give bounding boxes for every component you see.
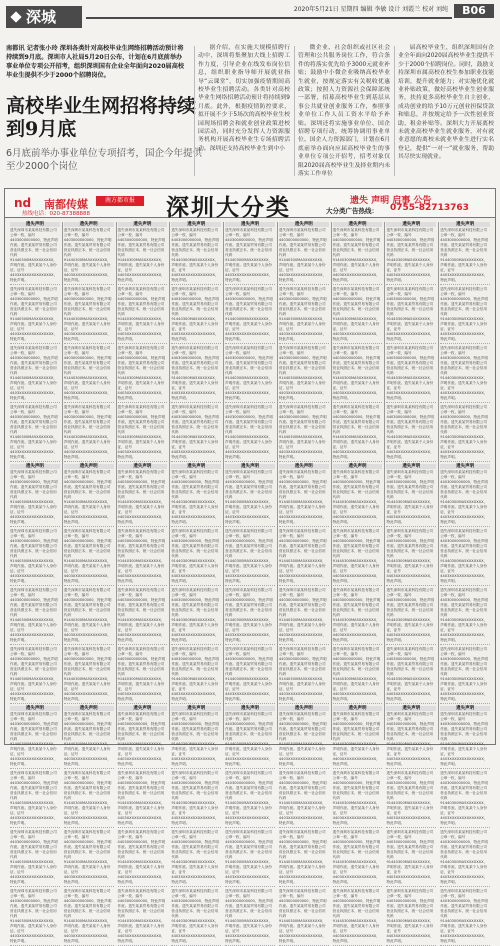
listing-heading: 遗失声明 xyxy=(10,222,60,227)
listing-text: 遗失深圳市某某科技有限公司公章一枚，编号4403000000000，特此声明作废。遗失某某贸易有限公司营业执照正本，统一社会信用代码91440300MA5XXXXXXX，声明作废。遗失某某个人身份证，证号4403XXXXXXXXXXXXXX，特此声明。 xyxy=(278,771,327,825)
listing-text: 遗失深圳市某某科技有限公司公章一枚，编号4403000000000，特此声明作废。遗失某某贸易有限公司营业执照正本，统一社会信用代码91440300MA5XXXXXXX，声明作废。遗失某某个人身份证，证号4403XXXXXXXXXXXXXX，特此声明。 xyxy=(171,287,220,341)
listing-heading: 遗失声明 xyxy=(64,222,114,227)
classified-listing xyxy=(118,405,168,462)
listing-text: 遗失深圳市某某科技有限公司公章一枚，编号4403000000000，特此声明作废。遗失某某贸易有限公司营业执照正本，统一社会信用代码91440300MA5XXXXXXX，声明作废。遗失某某个人身份证，证号4403XXXXXXXXXXXXXX，特此声明。 xyxy=(332,529,381,583)
listing-heading: 遗失声明 xyxy=(118,464,168,469)
classified-listing xyxy=(386,647,436,704)
listing-text: 遗失深圳市某某科技有限公司公章一枚，编号4403000000000，特此声明作废。遗失某某贸易有限公司营业执照正本，统一社会信用代码91440300MA5XXXXXXX，声明作废。遗失某某个人身份证，证号4403XXXXXXXXXXXXXX，特此声明。 xyxy=(440,771,488,825)
listing-text: 遗失深圳市某某科技有限公司公章一枚，编号4403000000000，特此声明作废。遗失某某贸易有限公司营业执照正本，统一社会信用代码91440300MA5XXXXXXX，声明作废。遗失某某个人身份证，证号4403XXXXXXXXXXXXXX，特此声明。 xyxy=(278,346,327,400)
classified-column xyxy=(225,222,275,943)
column-divider xyxy=(294,46,295,176)
listing-text: 遗失深圳市某某科技有限公司公章一枚，编号4403000000000，特此声明作废。遗失某某贸易有限公司营业执照正本，统一社会信用代码91440300MA5XXXXXXX，声明作废。遗失某某个人身份证，证号4403XXXXXXXXXXXXXX，特此声明。 xyxy=(386,470,435,524)
listing-text: 遗失深圳市某某科技有限公司公章一枚，编号4403000000000，特此声明作废。遗失某某贸易有限公司营业执照正本，统一社会信用代码91440300MA5XXXXXXX，声明作废。遗失某某个人身份证，证号4403XXXXXXXXXXXXXX，特此声明。 xyxy=(225,771,273,825)
classified-listing xyxy=(171,405,221,462)
classified-listing xyxy=(440,405,490,462)
classified-listing xyxy=(386,222,436,285)
listing-text: 遗失深圳市某某科技有限公司公章一枚，编号4403000000000，特此声明作废。遗失某某贸易有限公司营业执照正本，统一社会信用代码91440300MA5XXXXXXX，声明作废。遗失某某个人身份证，证号4403XXXXXXXXXXXXXX，特此声明。 xyxy=(10,529,58,583)
classified-listing xyxy=(118,889,168,946)
listing-text: 遗失深圳市某某科技有限公司公章一枚，编号4403000000000，特此声明作废。遗失某某贸易有限公司营业执照正本，统一社会信用代码91440300MA5XXXXXXX，声明作废。遗失某某个人身份证，证号4403XXXXXXXXXXXXXX，特此声明。 xyxy=(278,588,327,642)
article-column-3 xyxy=(398,44,494,178)
classified-listing xyxy=(171,706,221,769)
classified-listing xyxy=(64,830,114,887)
listing-text: 遗失深圳市某某科技有限公司公章一枚，编号4403000000000，特此声明作废。遗失某某贸易有限公司营业执照正本，统一社会信用代码91440300MA5XXXXXXX，声明作废。遗失某某个人身份证，证号4403XXXXXXXXXXXXXX，特此声明。 xyxy=(10,287,58,341)
classified-column-divider xyxy=(116,222,117,740)
listing-text: 遗失深圳市某某科技有限公司公章一枚，编号4403000000000，特此声明作废。遗失某某贸易有限公司营业执照正本，统一社会信用代码91440300MA5XXXXXXX，声明作废。遗失某某个人身份证，证号4403XXXXXXXXXXXXXX，特此声明。 xyxy=(386,889,435,943)
listing-text: 遗失深圳市某某科技有限公司公章一枚，编号4403000000000，特此声明作废。遗失某某贸易有限公司营业执照正本，统一社会信用代码91440300MA5XXXXXXX，声明作废。遗失某某个人身份证，证号4403XXXXXXXXXXXXXX，特此声明。 xyxy=(171,529,220,583)
classified-listing xyxy=(225,287,275,344)
classified-listing xyxy=(279,529,329,586)
classified-column-divider xyxy=(384,222,385,740)
classified-listing xyxy=(440,287,490,344)
listing-text: 遗失深圳市某某科技有限公司公章一枚，编号4403000000000，特此声明作废。遗失某某贸易有限公司营业执照正本，统一社会信用代码91440300MA5XXXXXXX，声明作废。遗失某某个人身份证，证号4403XXXXXXXXXXXXXX，特此声明。 xyxy=(10,346,58,400)
classified-listing xyxy=(386,771,436,828)
listing-heading: 遗失声明 xyxy=(171,464,221,469)
classified-column xyxy=(386,222,436,943)
classified-listing xyxy=(64,706,114,769)
brand-logo: nd xyxy=(14,196,32,210)
listing-text: 遗失深圳市某某科技有限公司公章一枚，编号4403000000000，特此声明作废。遗失某某贸易有限公司营业执照正本，统一社会信用代码91440300MA5XXXXXXX，声明作废。遗失某某个人身份证，证号4403XXXXXXXXXXXXXX，特此声明。 xyxy=(63,647,112,701)
listing-text: 遗失深圳市某某科技有限公司公章一枚，编号4403000000000，特此声明作废。遗失某某贸易有限公司营业执照正本，统一社会信用代码91440300MA5XXXXXXX，声明作废。遗失某某个人身份证，证号4403XXXXXXXXXXXXXX，特此声明。 xyxy=(171,771,220,825)
listing-text: 遗失深圳市某某科技有限公司公章一枚，编号4403000000000，特此声明作废。遗失某某贸易有限公司营业执照正本，统一社会信用代码91440300MA5XXXXXXX，声明作废。遗失某某个人身份证，证号4403XXXXXXXXXXXXXX，特此声明。 xyxy=(171,405,220,459)
section-name: 深城 xyxy=(26,8,57,26)
listing-text: 遗失深圳市某某科技有限公司公章一枚，编号4403000000000，特此声明作废。遗失某某贸易有限公司营业执照正本，统一社会信用代码91440300MA5XXXXXXX，声明作废。遗失某某个人身份证，证号4403XXXXXXXXXXXXXX，特此声明。 xyxy=(117,405,166,459)
classified-title: 深圳大分类 xyxy=(166,194,291,221)
classified-listing xyxy=(225,830,275,887)
classified-listing xyxy=(225,771,275,828)
classified-listing xyxy=(225,346,275,403)
listing-heading: 遗失声明 xyxy=(171,222,221,227)
listing-text: 遗失深圳市某某科技有限公司公章一枚，编号4403000000000，特此声明作废。遗失某某贸易有限公司营业执照正本，统一社会信用代码91440300MA5XXXXXXX，声明作废。遗失某某个人身份证，证号4403XXXXXXXXXXXXXX，特此声明。 xyxy=(332,287,381,341)
article-column-1 xyxy=(198,44,290,178)
listing-text: 遗失深圳市某某科技有限公司公章一枚，编号4403000000000，特此声明作废。遗失某某贸易有限公司营业执照正本，统一社会信用代码91440300MA5XXXXXXX，声明作废。遗失某某个人身份证，证号4403XXXXXXXXXXXXXX，特此声明。 xyxy=(386,228,435,282)
classified-listing xyxy=(64,647,114,704)
classified-listing xyxy=(333,771,383,828)
classified-column-divider xyxy=(223,222,224,740)
listing-text: 遗失深圳市某某科技有限公司公章一枚，编号4403000000000，特此声明作废。遗失某某贸易有限公司营业执照正本，统一社会信用代码91440300MA5XXXXXXX，声明作废。遗失某某个人身份证，证号4403XXXXXXXXXXXXXX，特此声明。 xyxy=(332,228,381,282)
classified-listing xyxy=(64,771,114,828)
classified-column xyxy=(117,222,168,943)
classified-listing xyxy=(10,889,60,946)
listing-text: 遗失深圳市某某科技有限公司公章一枚，编号4403000000000，特此声明作废。遗失某某贸易有限公司营业执照正本，统一社会信用代码91440300MA5XXXXXXX，声明作废。遗失某某个人身份证，证号4403XXXXXXXXXXXXXX，特此声明。 xyxy=(171,712,220,766)
classified-listing xyxy=(333,830,383,887)
classified-listing xyxy=(279,287,329,344)
classified-listing xyxy=(333,588,383,645)
classified-listing xyxy=(225,889,275,946)
listing-text: 遗失深圳市某某科技有限公司公章一枚，编号4403000000000，特此声明作废。遗失某某贸易有限公司营业执照正本，统一社会信用代码91440300MA5XXXXXXX，声明作废。遗失某某个人身份证，证号4403XXXXXXXXXXXXXX，特此声明。 xyxy=(171,889,220,943)
classified-listing xyxy=(333,222,383,285)
listing-text: 遗失深圳市某某科技有限公司公章一枚，编号4403000000000，特此声明作废。遗失某某贸易有限公司营业执照正本，统一社会信用代码91440300MA5XXXXXXX，声明作废。遗失某某个人身份证，证号4403XXXXXXXXXXXXXX，特此声明。 xyxy=(332,405,381,459)
listing-text: 遗失深圳市某某科技有限公司公章一枚，编号4403000000000，特此声明作废。遗失某某贸易有限公司营业执照正本，统一社会信用代码91440300MA5XXXXXXX，声明作废。遗失某某个人身份证，证号4403XXXXXXXXXXXXXX，特此声明。 xyxy=(10,405,58,459)
listing-text: 遗失深圳市某某科技有限公司公章一枚，编号4403000000000，特此声明作废。遗失某某贸易有限公司营业执照正本，统一社会信用代码91440300MA5XXXXXXX，声明作废。遗失某某个人身份证，证号4403XXXXXXXXXXXXXX，特此声明。 xyxy=(386,830,435,884)
listing-text: 遗失深圳市某某科技有限公司公章一枚，编号4403000000000，特此声明作废。遗失某某贸易有限公司营业执照正本，统一社会信用代码91440300MA5XXXXXXX，声明作废。遗失某某个人身份证，证号4403XXXXXXXXXXXXXX，特此声明。 xyxy=(117,529,166,583)
classified-listing xyxy=(10,588,60,645)
listing-heading: 遗失声明 xyxy=(10,464,60,469)
listing-text: 遗失深圳市某某科技有限公司公章一枚，编号4403000000000，特此声明作废。遗失某某贸易有限公司营业执照正本，统一社会信用代码91440300MA5XXXXXXX，声明作废。遗失某某个人身份证，证号4403XXXXXXXXXXXXXX，特此声明。 xyxy=(386,712,435,766)
classified-listing xyxy=(10,346,60,403)
classified-column-divider xyxy=(331,222,332,740)
brand-badge: 南方都市报 xyxy=(96,196,144,206)
classified-listing xyxy=(225,464,275,527)
classified-listing xyxy=(64,405,114,462)
listing-text: 遗失深圳市某某科技有限公司公章一枚，编号4403000000000，特此声明作废。遗失某某贸易有限公司营业执照正本，统一社会信用代码91440300MA5XXXXXXX，声明作废。遗失某某个人身份证，证号4403XXXXXXXXXXXXXX，特此声明。 xyxy=(440,889,488,943)
listing-heading: 遗失声明 xyxy=(171,706,221,711)
listing-text: 遗失深圳市某某科技有限公司公章一枚，编号4403000000000，特此声明作废。遗失某某贸易有限公司营业执照正本，统一社会信用代码91440300MA5XXXXXXX，声明作废。遗失某某个人身份证，证号4403XXXXXXXXXXXXXX，特此声明。 xyxy=(10,588,58,642)
classified-listing xyxy=(10,706,60,769)
issue-meta: 2020年5月21日 星期四 编辑 李敏 设计 刘霞兰 校对 刘纯 xyxy=(293,6,448,13)
classified-listing xyxy=(386,346,436,403)
classified-column-divider xyxy=(62,222,63,740)
classified-listing xyxy=(279,889,329,946)
listing-text: 遗失深圳市某某科技有限公司公章一枚，编号4403000000000，特此声明作废。遗失某某贸易有限公司营业执照正本，统一社会信用代码91440300MA5XXXXXXX，声明作废。遗失某某个人身份证，证号4403XXXXXXXXXXXXXX，特此声明。 xyxy=(225,470,273,524)
classified-listing xyxy=(171,222,221,285)
classified-listing xyxy=(118,830,168,887)
article-column-2-text: 微企业、社会组织或社区社会管理和公共服务岗位工作，符合条件的将落实优先给予3000元就业补贴；鼓励中小微企业吸纳高校毕业生就业，按规定落实有关税收优惠政策；按照人力资源社会保障部统一部署，招募高校毕业生到基层从事公共就业创业服务工作，参照事业单位工作人员工资水平给予补贴。深圳还将实施事业单位、国企招聘专项行动，统筹协调用事业单位、国企人力资源部门，计划在6月底前举办面向应届高校毕业生的事业单位专项公开招考，招考对象仅限2020届高校毕业生及择业期内未落实工作单位 xyxy=(298,45,390,178)
listing-text: 遗失深圳市某某科技有限公司公章一枚，编号4403000000000，特此声明作废。遗失某某贸易有限公司营业执照正本，统一社会信用代码91440300MA5XXXXXXX，声明作废。遗失某某个人身份证，证号4403XXXXXXXXXXXXXX，特此声明。 xyxy=(117,830,166,884)
classified-listing xyxy=(440,464,490,527)
classified-listing xyxy=(333,464,383,527)
listing-text: 遗失深圳市某某科技有限公司公章一枚，编号4403000000000，特此声明作废。遗失某某贸易有限公司营业执照正本，统一社会信用代码91440300MA5XXXXXXX，声明作废。遗失某某个人身份证，证号4403XXXXXXXXXXXXXX，特此声明。 xyxy=(225,346,273,400)
classified-column xyxy=(278,222,329,943)
classified-listing xyxy=(279,830,329,887)
listing-text: 遗失深圳市某某科技有限公司公章一枚，编号4403000000000，特此声明作废。遗失某某贸易有限公司营业执照正本，统一社会信用代码91440300MA5XXXXXXX，声明作废。遗失某某个人身份证，证号4403XXXXXXXXXXXXXX，特此声明。 xyxy=(332,588,381,642)
classified-listing xyxy=(118,346,168,403)
listing-heading: 遗失声明 xyxy=(386,464,436,469)
listing-text: 遗失深圳市某某科技有限公司公章一枚，编号4403000000000，特此声明作废。遗失某某贸易有限公司营业执照正本，统一社会信用代码91440300MA5XXXXXXX，声明作废。遗失某某个人身份证，证号4403XXXXXXXXXXXXXX，特此声明。 xyxy=(63,287,112,341)
classified-listing xyxy=(279,647,329,704)
masthead-rule xyxy=(86,17,452,19)
listing-text: 遗失深圳市某某科技有限公司公章一枚，编号4403000000000，特此声明作废。遗失某某贸易有限公司营业执照正本，统一社会信用代码91440300MA5XXXXXXX，声明作废。遗失某某个人身份证，证号4403XXXXXXXXXXXXXX，特此声明。 xyxy=(440,287,488,341)
classified-listing xyxy=(118,222,168,285)
listing-heading: 遗失声明 xyxy=(225,222,275,227)
classified-listing xyxy=(225,529,275,586)
classified-listing xyxy=(386,889,436,946)
classified-listing xyxy=(64,588,114,645)
listing-text: 遗失深圳市某某科技有限公司公章一枚，编号4403000000000，特此声明作废。遗失某某贸易有限公司营业执照正本，统一社会信用代码91440300MA5XXXXXXX，声明作废。遗失某某个人身份证，证号4403XXXXXXXXXXXXXX，特此声明。 xyxy=(225,529,273,583)
article-column-2 xyxy=(298,44,390,178)
listing-heading: 遗失声明 xyxy=(118,706,168,711)
classified-listing xyxy=(10,287,60,344)
listing-text: 遗失深圳市某某科技有限公司公章一枚，编号4403000000000，特此声明作废。遗失某某贸易有限公司营业执照正本，统一社会信用代码91440300MA5XXXXXXX，声明作废。遗失某某个人身份证，证号4403XXXXXXXXXXXXXX，特此声明。 xyxy=(440,647,488,701)
classified-listing xyxy=(171,889,221,946)
listing-text: 遗失深圳市某某科技有限公司公章一枚，编号4403000000000，特此声明作废。遗失某某贸易有限公司营业执照正本，统一社会信用代码91440300MA5XXXXXXX，声明作废。遗失某某个人身份证，证号4403XXXXXXXXXXXXXX，特此声明。 xyxy=(225,228,273,282)
listing-heading: 遗失声明 xyxy=(440,706,490,711)
classified-listing xyxy=(171,464,221,527)
classified-listing xyxy=(440,771,490,828)
listing-heading: 遗失声明 xyxy=(333,464,383,469)
classified-listing xyxy=(279,706,329,769)
listing-text: 遗失深圳市某某科技有限公司公章一枚，编号4403000000000，特此声明作废。遗失某某贸易有限公司营业执照正本，统一社会信用代码91440300MA5XXXXXXX，声明作废。遗失某某个人身份证，证号4403XXXXXXXXXXXXXX，特此声明。 xyxy=(63,712,112,766)
listing-text: 遗失深圳市某某科技有限公司公章一枚，编号4403000000000，特此声明作废。遗失某某贸易有限公司营业执照正本，统一社会信用代码91440300MA5XXXXXXX，声明作废。遗失某某个人身份证，证号4403XXXXXXXXXXXXXX，特此声明。 xyxy=(10,889,58,943)
classified-column xyxy=(63,222,114,943)
listing-text: 遗失深圳市某某科技有限公司公章一枚，编号4403000000000，特此声明作废。遗失某某贸易有限公司营业执照正本，统一社会信用代码91440300MA5XXXXXXX，声明作废。遗失某某个人身份证，证号4403XXXXXXXXXXXXXX，特此声明。 xyxy=(386,405,435,459)
listing-text: 遗失深圳市某某科技有限公司公章一枚，编号4403000000000，特此声明作废。遗失某某贸易有限公司营业执照正本，统一社会信用代码91440300MA5XXXXXXX，声明作废。遗失某某个人身份证，证号4403XXXXXXXXXXXXXX，特此声明。 xyxy=(386,588,435,642)
classified-listing xyxy=(440,889,490,946)
listing-text: 遗失深圳市某某科技有限公司公章一枚，编号4403000000000，特此声明作废。遗失某某贸易有限公司营业执照正本，统一社会信用代码91440300MA5XXXXXXX，声明作废。遗失某某个人身份证，证号4403XXXXXXXXXXXXXX，特此声明。 xyxy=(332,346,381,400)
classified-listing xyxy=(440,222,490,285)
column-divider xyxy=(394,46,395,176)
classified-listing xyxy=(279,588,329,645)
listing-text: 遗失深圳市某某科技有限公司公章一枚，编号4403000000000，特此声明作废。遗失某某贸易有限公司营业执照正本，统一社会信用代码91440300MA5XXXXXXX，声明作废。遗失某某个人身份证，证号4403XXXXXXXXXXXXXX，特此声明。 xyxy=(171,647,220,701)
article-column-3-text: 届高校毕业生，组织深圳国有企业全年面向2020届高校毕业生提供不少于2000个招聘岗位。同时，鼓励支持深圳市属高校在校生参加职业技能培训，提升就业能力；对实施优化就业补贴政策，做好高校毕业生创业服务，扶持更多高校毕业生自主创业，成功创业的给予10万元创业担保贷款和贴息，并按规定给予一次性创业资助、租金补贴等。深圳大力开展离校未就业高校毕业生就业服务，对有就业意愿的离校未就业毕业生进行实名登记，提供“一对一”就业服务，帮助其尽快实现就业。 xyxy=(398,45,494,161)
listing-text: 遗失深圳市某某科技有限公司公章一枚，编号4403000000000，特此声明作废。遗失某某贸易有限公司营业执照正本，统一社会信用代码91440300MA5XXXXXXX，声明作废。遗失某某个人身份证，证号4403XXXXXXXXXXXXXX，特此声明。 xyxy=(171,588,220,642)
listing-text: 遗失深圳市某某科技有限公司公章一枚，编号4403000000000，特此声明作废。遗失某某贸易有限公司营业执照正本，统一社会信用代码91440300MA5XXXXXXX，声明作废。遗失某某个人身份证，证号4403XXXXXXXXXXXXXX，特此声明。 xyxy=(117,228,166,282)
classified-listing xyxy=(64,464,114,527)
classified-listing xyxy=(386,588,436,645)
listing-text: 遗失深圳市某某科技有限公司公章一枚，编号4403000000000，特此声明作废。遗失某某贸易有限公司营业执照正本，统一社会信用代码91440300MA5XXXXXXX，声明作废。遗失某某个人身份证，证号4403XXXXXXXXXXXXXX，特此声明。 xyxy=(278,470,327,524)
classified-listing xyxy=(10,830,60,887)
listing-text: 遗失深圳市某某科技有限公司公章一枚，编号4403000000000，特此声明作废。遗失某某贸易有限公司营业执照正本，统一社会信用代码91440300MA5XXXXXXX，声明作废。遗失某某个人身份证，证号4403XXXXXXXXXXXXXX，特此声明。 xyxy=(225,889,273,943)
listing-text: 遗失深圳市某某科技有限公司公章一枚，编号4403000000000，特此声明作废。遗失某某贸易有限公司营业执照正本，统一社会信用代码91440300MA5XXXXXXX，声明作废。遗失某某个人身份证，证号4403XXXXXXXXXXXXXX，特此声明。 xyxy=(332,889,381,943)
listing-heading: 遗失声明 xyxy=(386,222,436,227)
classified-listing xyxy=(118,706,168,769)
listing-text: 遗失深圳市某某科技有限公司公章一枚，编号4403000000000，特此声明作废。遗失某某贸易有限公司营业执照正本，统一社会信用代码91440300MA5XXXXXXX，声明作废。遗失某某个人身份证，证号4403XXXXXXXXXXXXXX，特此声明。 xyxy=(117,771,166,825)
listing-heading: 遗失声明 xyxy=(440,464,490,469)
listing-text: 遗失深圳市某某科技有限公司公章一枚，编号4403000000000，特此声明作废。遗失某某贸易有限公司营业执照正本，统一社会信用代码91440300MA5XXXXXXX，声明作废。遗失某某个人身份证，证号4403XXXXXXXXXXXXXX，特此声明。 xyxy=(117,287,166,341)
listing-text: 遗失深圳市某某科技有限公司公章一枚，编号4403000000000，特此声明作废。遗失某某贸易有限公司营业执照正本，统一社会信用代码91440300MA5XXXXXXX，声明作废。遗失某某个人身份证，证号4403XXXXXXXXXXXXXX，特此声明。 xyxy=(440,588,488,642)
classified-listing xyxy=(386,830,436,887)
classified-listing xyxy=(386,405,436,462)
classified-listing xyxy=(118,287,168,344)
classified-listing xyxy=(171,287,221,344)
classified-listing xyxy=(225,222,275,285)
listing-heading: 遗失声明 xyxy=(10,706,60,711)
classified-listing xyxy=(64,346,114,403)
listing-text: 遗失深圳市某某科技有限公司公章一枚，编号4403000000000，特此声明作废。遗失某某贸易有限公司营业执照正本，统一社会信用代码91440300MA5XXXXXXX，声明作废。遗失某某个人身份证，证号4403XXXXXXXXXXXXXX，特此声明。 xyxy=(225,405,273,459)
listing-text: 遗失深圳市某某科技有限公司公章一枚，编号4403000000000，特此声明作废。遗失某某贸易有限公司营业执照正本，统一社会信用代码91440300MA5XXXXXXX，声明作废。遗失某某个人身份证，证号4403XXXXXXXXXXXXXX，特此声明。 xyxy=(63,889,112,943)
classified-listing xyxy=(171,346,221,403)
listing-text: 遗失深圳市某某科技有限公司公章一枚，编号4403000000000，特此声明作废。遗失某某贸易有限公司营业执照正本，统一社会信用代码91440300MA5XXXXXXX，声明作废。遗失某某个人身份证，证号4403XXXXXXXXXXXXXX，特此声明。 xyxy=(117,647,166,701)
listing-text: 遗失深圳市某某科技有限公司公章一枚，编号4403000000000，特此声明作废。遗失某某贸易有限公司营业执照正本，统一社会信用代码91440300MA5XXXXXXX，声明作废。遗失某某个人身份证，证号4403XXXXXXXXXXXXXX，特此声明。 xyxy=(10,830,58,884)
brand-name: 南都传媒 xyxy=(44,198,88,211)
ad-phone: 0755-82713763 xyxy=(390,203,469,213)
diamond-icon xyxy=(10,11,21,22)
listing-text: 遗失深圳市某某科技有限公司公章一枚，编号4403000000000，特此声明作废。遗失某某贸易有限公司营业执照正本，统一社会信用代码91440300MA5XXXXXXX，声明作废。遗失某某个人身份证，证号4403XXXXXXXXXXXXXX，特此声明。 xyxy=(386,529,435,583)
listing-text: 遗失深圳市某某科技有限公司公章一枚，编号4403000000000，特此声明作废。遗失某某贸易有限公司营业执照正本，统一社会信用代码91440300MA5XXXXXXX，声明作废。遗失某某个人身份证，证号4403XXXXXXXXXXXXXX，特此声明。 xyxy=(386,287,435,341)
classified-column-divider xyxy=(438,222,439,740)
listing-text: 遗失深圳市某某科技有限公司公章一枚，编号4403000000000，特此声明作废。遗失某某贸易有限公司营业执照正本，统一社会信用代码91440300MA5XXXXXXX，声明作废。遗失某某个人身份证，证号4403XXXXXXXXXXXXXX，特此声明。 xyxy=(63,346,112,400)
classified-listing xyxy=(440,706,490,769)
classified-listing xyxy=(10,771,60,828)
classified-listing xyxy=(333,529,383,586)
classified-listing xyxy=(279,346,329,403)
listing-text: 遗失深圳市某某科技有限公司公章一枚，编号4403000000000，特此声明作废。遗失某某贸易有限公司营业执照正本，统一社会信用代码91440300MA5XXXXXXX，声明作废。遗失某某个人身份证，证号4403XXXXXXXXXXXXXX，特此声明。 xyxy=(440,712,488,766)
listing-text: 遗失深圳市某某科技有限公司公章一枚，编号4403000000000，特此声明作废。遗失某某贸易有限公司营业执照正本，统一社会信用代码91440300MA5XXXXXXX，声明作废。遗失某某个人身份证，证号4403XXXXXXXXXXXXXX，特此声明。 xyxy=(117,712,166,766)
listing-text: 遗失深圳市某某科技有限公司公章一枚，编号4403000000000，特此声明作废。遗失某某贸易有限公司营业执照正本，统一社会信用代码91440300MA5XXXXXXX，声明作废。遗失某某个人身份证，证号4403XXXXXXXXXXXXXX，特此声明。 xyxy=(117,588,166,642)
classified-listing xyxy=(64,222,114,285)
listing-text: 遗失深圳市某某科技有限公司公章一枚，编号4403000000000，特此声明作废。遗失某某贸易有限公司营业执照正本，统一社会信用代码91440300MA5XXXXXXX，声明作废。遗失某某个人身份证，证号4403XXXXXXXXXXXXXX，特此声明。 xyxy=(10,228,58,282)
classified-listing xyxy=(10,529,60,586)
listing-text: 遗失深圳市某某科技有限公司公章一枚，编号4403000000000，特此声明作废。遗失某某贸易有限公司营业执照正本，统一社会信用代码91440300MA5XXXXXXX，声明作废。遗失某某个人身份证，证号4403XXXXXXXXXXXXXX，特此声明。 xyxy=(171,470,220,524)
classified-column-divider xyxy=(169,222,170,740)
classified-column xyxy=(332,222,383,943)
listing-text: 遗失深圳市某某科技有限公司公章一枚，编号4403000000000，特此声明作废。遗失某某贸易有限公司营业执照正本，统一社会信用代码91440300MA5XXXXXXX，声明作废。遗失某某个人身份证，证号4403XXXXXXXXXXXXXX，特此声明。 xyxy=(225,830,273,884)
listing-text: 遗失深圳市某某科技有限公司公章一枚，编号4403000000000，特此声明作废。遗失某某贸易有限公司营业执照正本，统一社会信用代码91440300MA5XXXXXXX，声明作废。遗失某某个人身份证，证号4403XXXXXXXXXXXXXX，特此声明。 xyxy=(332,771,381,825)
listing-text: 遗失深圳市某某科技有限公司公章一枚，编号4403000000000，特此声明作废。遗失某某贸易有限公司营业执照正本，统一社会信用代码91440300MA5XXXXXXX，声明作废。遗失某某个人身份证，证号4403XXXXXXXXXXXXXX，特此声明。 xyxy=(278,712,327,766)
classified-listing xyxy=(64,287,114,344)
section-tag xyxy=(6,6,82,28)
classified-listing xyxy=(10,464,60,527)
listing-text: 遗失深圳市某某科技有限公司公章一枚，编号4403000000000，特此声明作废。遗失某某贸易有限公司营业执照正本，统一社会信用代码91440300MA5XXXXXXX，声明作废。遗失某某个人身份证，证号4403XXXXXXXXXXXXXX，特此声明。 xyxy=(440,405,488,459)
classified-listing xyxy=(225,588,275,645)
classified-listing xyxy=(333,287,383,344)
classified-listing xyxy=(64,529,114,586)
classified-column xyxy=(171,222,221,943)
listing-text: 遗失深圳市某某科技有限公司公章一枚，编号4403000000000，特此声明作废。遗失某某贸易有限公司营业执照正本，统一社会信用代码91440300MA5XXXXXXX，声明作废。遗失某某个人身份证，证号4403XXXXXXXXXXXXXX，特此声明。 xyxy=(10,470,58,524)
listing-text: 遗失深圳市某某科技有限公司公章一枚，编号4403000000000，特此声明作废。遗失某某贸易有限公司营业执照正本，统一社会信用代码91440300MA5XXXXXXX，声明作废。遗失某某个人身份证，证号4403XXXXXXXXXXXXXX，特此声明。 xyxy=(278,647,327,701)
classified-listing xyxy=(333,647,383,704)
listing-text: 遗失深圳市某某科技有限公司公章一枚，编号4403000000000，特此声明作废。遗失某某贸易有限公司营业执照正本，统一社会信用代码91440300MA5XXXXXXX，声明作废。遗失某某个人身份证，证号4403XXXXXXXXXXXXXX，特此声明。 xyxy=(117,470,166,524)
listing-text: 遗失深圳市某某科技有限公司公章一枚，编号4403000000000，特此声明作废。遗失某某贸易有限公司营业执照正本，统一社会信用代码91440300MA5XXXXXXX，声明作废。遗失某某个人身份证，证号4403XXXXXXXXXXXXXX，特此声明。 xyxy=(332,647,381,701)
listing-text: 遗失深圳市某某科技有限公司公章一枚，编号4403000000000，特此声明作废。遗失某某贸易有限公司营业执照正本，统一社会信用代码91440300MA5XXXXXXX，声明作废。遗失某某个人身份证，证号4403XXXXXXXXXXXXXX，特此声明。 xyxy=(225,588,273,642)
classified-listing xyxy=(440,346,490,403)
listing-text: 遗失深圳市某某科技有限公司公章一枚，编号4403000000000，特此声明作废。遗失某某贸易有限公司营业执照正本，统一社会信用代码91440300MA5XXXXXXX，声明作废。遗失某某个人身份证，证号4403XXXXXXXXXXXXXX，特此声明。 xyxy=(278,228,327,282)
listing-heading: 遗失声明 xyxy=(333,222,383,227)
listing-heading: 遗失声明 xyxy=(64,464,114,469)
classified-listing xyxy=(279,771,329,828)
listing-text: 遗失深圳市某某科技有限公司公章一枚，编号4403000000000，特此声明作废。遗失某某贸易有限公司营业执照正本，统一社会信用代码91440300MA5XXXXXXX，声明作废。遗失某某个人身份证，证号4403XXXXXXXXXXXXXX，特此声明。 xyxy=(63,470,112,524)
listing-text: 遗失深圳市某某科技有限公司公章一枚，编号4403000000000，特此声明作废。遗失某某贸易有限公司营业执照正本，统一社会信用代码91440300MA5XXXXXXX，声明作废。遗失某某个人身份证，证号4403XXXXXXXXXXXXXX，特此声明。 xyxy=(386,346,435,400)
classified-column xyxy=(10,222,60,943)
article-subhead: 6月底前举办事业单位专项招考，国企今年提供至少2000个岗位 xyxy=(6,148,203,172)
listing-text: 遗失深圳市某某科技有限公司公章一枚，编号4403000000000，特此声明作废。遗失某某贸易有限公司营业执照正本，统一社会信用代码91440300MA5XXXXXXX，声明作废。遗失某某个人身份证，证号4403XXXXXXXXXXXXXX，特此声明。 xyxy=(278,529,327,583)
listing-text: 遗失深圳市某某科技有限公司公章一枚，编号4403000000000，特此声明作废。遗失某某贸易有限公司营业执照正本，统一社会信用代码91440300MA5XXXXXXX，声明作废。遗失某某个人身份证，证号4403XXXXXXXXXXXXXX，特此声明。 xyxy=(171,830,220,884)
listing-text: 遗失深圳市某某科技有限公司公章一枚，编号4403000000000，特此声明作废。遗失某某贸易有限公司营业执照正本，统一社会信用代码91440300MA5XXXXXXX，声明作废。遗失某某个人身份证，证号4403XXXXXXXXXXXXXX，特此声明。 xyxy=(225,647,273,701)
classified-listing xyxy=(386,287,436,344)
classified-listing xyxy=(118,647,168,704)
listing-text: 遗失深圳市某某科技有限公司公章一枚，编号4403000000000，特此声明作废。遗失某某贸易有限公司营业执照正本，统一社会信用代码91440300MA5XXXXXXX，声明作废。遗失某某个人身份证，证号4403XXXXXXXXXXXXXX，特此声明。 xyxy=(10,712,58,766)
listing-heading: 遗失声明 xyxy=(225,464,275,469)
classified-listing xyxy=(10,222,60,285)
listing-text: 遗失深圳市某某科技有限公司公章一枚，编号4403000000000，特此声明作废。遗失某某贸易有限公司营业执照正本，统一社会信用代码91440300MA5XXXXXXX，声明作废。遗失某某个人身份证，证号4403XXXXXXXXXXXXXX，特此声明。 xyxy=(10,771,58,825)
article-lead: 南都讯 记者张小玲 深圳各类针对高校毕业生网络招聘活动预计将持续到9月底。深圳市人社局5月20日公布，计划在6月底前举办事业单位专项公开招考，组织深圳国有企业全年面向2020届高校毕业生提供不少于2000个招聘岗位。 xyxy=(6,45,185,79)
classified-listing xyxy=(333,706,383,769)
classified-listing xyxy=(333,405,383,462)
listing-heading: 遗失声明 xyxy=(64,706,114,711)
article-column-1-text: 据介绍，在实施大规模招聘行动中，深圳将集聚加大线上招聘工作力度，引导企业在线发布岗位信息，组织职业指导师开展就业指导“云课堂”，切实加强疫情期间高校毕业生招聘活动。各类针对高校毕业生网络招聘活动预计将持续到9月底。此外，根据疫情防控要求，拟开展不少于5场次的高校毕业生校园现场招聘会和就业创业政策进校园活动，同时充分发挥人力资源服务机构开展高校毕业生专场招聘活动。深圳还支持高校毕业生到中小 xyxy=(198,45,290,152)
listing-text: 遗失深圳市某某科技有限公司公章一枚，编号4403000000000，特此声明作废。遗失某某贸易有限公司营业执照正本，统一社会信用代码91440300MA5XXXXXXX，声明作废。遗失某某个人身份证，证号4403XXXXXXXXXXXXXX，特此声明。 xyxy=(63,588,112,642)
classified-column-divider xyxy=(277,222,278,740)
listing-text: 遗失深圳市某某科技有限公司公章一枚，编号4403000000000，特此声明作废。遗失某某贸易有限公司营业执照正本，统一社会信用代码91440300MA5XXXXXXX，声明作废。遗失某某个人身份证，证号4403XXXXXXXXXXXXXX，特此声明。 xyxy=(63,405,112,459)
article-headline: 高校毕业生网招将持续到9月底 xyxy=(6,95,197,140)
classified-listing xyxy=(171,647,221,704)
classified-listing xyxy=(171,529,221,586)
listing-text: 遗失深圳市某某科技有限公司公章一枚，编号4403000000000，特此声明作废。遗失某某贸易有限公司营业执照正本，统一社会信用代码91440300MA5XXXXXXX，声明作废。遗失某某个人身份证，证号4403XXXXXXXXXXXXXX，特此声明。 xyxy=(440,830,488,884)
classified-listing xyxy=(225,647,275,704)
listing-heading: 遗失声明 xyxy=(386,706,436,711)
listing-text: 遗失深圳市某某科技有限公司公章一枚，编号4403000000000，特此声明作废。遗失某某贸易有限公司营业执照正本，统一社会信用代码91440300MA5XXXXXXX，声明作废。遗失某某个人身份证，证号4403XXXXXXXXXXXXXX，特此声明。 xyxy=(278,830,327,884)
classified-listing xyxy=(10,405,60,462)
listing-text: 遗失深圳市某某科技有限公司公章一枚，编号4403000000000，特此声明作废。遗失某某贸易有限公司营业执照正本，统一社会信用代码91440300MA5XXXXXXX，声明作废。遗失某某个人身份证，证号4403XXXXXXXXXXXXXX，特此声明。 xyxy=(278,287,327,341)
listing-text: 遗失深圳市某某科技有限公司公章一枚，编号4403000000000，特此声明作废。遗失某某贸易有限公司营业执照正本，统一社会信用代码91440300MA5XXXXXXX，声明作废。遗失某某个人身份证，证号4403XXXXXXXXXXXXXX，特此声明。 xyxy=(386,771,435,825)
listing-text: 遗失深圳市某某科技有限公司公章一枚，编号4403000000000，特此声明作废。遗失某某贸易有限公司营业执照正本，统一社会信用代码91440300MA5XXXXXXX，声明作废。遗失某某个人身份证，证号4403XXXXXXXXXXXXXX，特此声明。 xyxy=(63,830,112,884)
listing-heading: 遗失声明 xyxy=(279,706,329,711)
classified-listing xyxy=(333,346,383,403)
classified-listing xyxy=(440,647,490,704)
classified-listing xyxy=(118,771,168,828)
listing-text: 遗失深圳市某某科技有限公司公章一枚，编号4403000000000，特此声明作废。遗失某某贸易有限公司营业执照正本，统一社会信用代码91440300MA5XXXXXXX，声明作废。遗失某某个人身份证，证号4403XXXXXXXXXXXXXX，特此声明。 xyxy=(10,647,58,701)
listing-text: 遗失深圳市某某科技有限公司公章一枚，编号4403000000000，特此声明作废。遗失某某贸易有限公司营业执照正本，统一社会信用代码91440300MA5XXXXXXX，声明作废。遗失某某个人身份证，证号4403XXXXXXXXXXXXXX，特此声明。 xyxy=(117,889,166,943)
classified-listing xyxy=(171,830,221,887)
classified-listing xyxy=(440,529,490,586)
listing-text: 遗失深圳市某某科技有限公司公章一枚，编号4403000000000，特此声明作废。遗失某某贸易有限公司营业执照正本，统一社会信用代码91440300MA5XXXXXXX，声明作废。遗失某某个人身份证，证号4403XXXXXXXXXXXXXX，特此声明。 xyxy=(332,712,381,766)
listing-heading: 遗失声明 xyxy=(333,706,383,711)
classified-listing xyxy=(440,588,490,645)
classified-listing xyxy=(386,529,436,586)
listing-heading: 遗失声明 xyxy=(279,464,329,469)
listing-text: 遗失深圳市某某科技有限公司公章一枚，编号4403000000000，特此声明作废。遗失某某贸易有限公司营业执照正本，统一社会信用代码91440300MA5XXXXXXX，声明作废。遗失某某个人身份证，证号4403XXXXXXXXXXXXXX，特此声明。 xyxy=(278,889,327,943)
listing-text: 遗失深圳市某某科技有限公司公章一枚，编号4403000000000，特此声明作废。遗失某某贸易有限公司营业执照正本，统一社会信用代码91440300MA5XXXXXXX，声明作废。遗失某某个人身份证，证号4403XXXXXXXXXXXXXX，特此声明。 xyxy=(332,830,381,884)
classified-listing xyxy=(118,464,168,527)
classified-listing xyxy=(386,464,436,527)
classified-listing xyxy=(10,647,60,704)
listing-text: 遗失深圳市某某科技有限公司公章一枚，编号4403000000000，特此声明作废。遗失某某贸易有限公司营业执照正本，统一社会信用代码91440300MA5XXXXXXX，声明作废。遗失某某个人身份证，证号4403XXXXXXXXXXXXXX，特此声明。 xyxy=(440,346,488,400)
listing-heading: 遗失声明 xyxy=(440,222,490,227)
classified-listing xyxy=(440,830,490,887)
classified-listing xyxy=(225,405,275,462)
classified-listing xyxy=(64,889,114,946)
listing-heading: 遗失声明 xyxy=(279,222,329,227)
classified-listing xyxy=(171,771,221,828)
listing-heading: 遗失声明 xyxy=(225,706,275,711)
classified-listing xyxy=(386,706,436,769)
classified-listing xyxy=(118,588,168,645)
classified-column xyxy=(440,222,490,943)
classified-categories: 遗失 声明 启事 公告 xyxy=(350,196,432,206)
listing-text: 遗失深圳市某某科技有限公司公章一枚，编号4403000000000，特此声明作废。遗失某某贸易有限公司营业执照正本，统一社会信用代码91440300MA5XXXXXXX，声明作废。遗失某某个人身份证，证号4403XXXXXXXXXXXXXX，特此声明。 xyxy=(63,529,112,583)
classified-listing xyxy=(118,529,168,586)
listing-text: 遗失深圳市某某科技有限公司公章一枚，编号4403000000000，特此声明作废。遗失某某贸易有限公司营业执照正本，统一社会信用代码91440300MA5XXXXXXX，声明作废。遗失某某个人身份证，证号4403XXXXXXXXXXXXXX，特此声明。 xyxy=(386,647,435,701)
classified-listing xyxy=(171,588,221,645)
ad-phone-label: 大分类广告热线： xyxy=(326,207,378,215)
listing-text: 遗失深圳市某某科技有限公司公章一枚，编号4403000000000，特此声明作废。遗失某某贸易有限公司营业执照正本，统一社会信用代码91440300MA5XXXXXXX，声明作废。遗失某某个人身份证，证号4403XXXXXXXXXXXXXX，特此声明。 xyxy=(278,405,327,459)
listing-text: 遗失深圳市某某科技有限公司公章一枚，编号4403000000000，特此声明作废。遗失某某贸易有限公司营业执照正本，统一社会信用代码91440300MA5XXXXXXX，声明作废。遗失某某个人身份证，证号4403XXXXXXXXXXXXXX，特此声明。 xyxy=(440,228,488,282)
classified-listing xyxy=(225,706,275,769)
classified-listing xyxy=(333,889,383,946)
listing-text: 遗失深圳市某某科技有限公司公章一枚，编号4403000000000，特此声明作废。遗失某某贸易有限公司营业执照正本，统一社会信用代码91440300MA5XXXXXXX，声明作废。遗失某某个人身份证，证号4403XXXXXXXXXXXXXX，特此声明。 xyxy=(171,228,220,282)
listing-text: 遗失深圳市某某科技有限公司公章一枚，编号4403000000000，特此声明作废。遗失某某贸易有限公司营业执照正本，统一社会信用代码91440300MA5XXXXXXX，声明作废。遗失某某个人身份证，证号4403XXXXXXXXXXXXXX，特此声明。 xyxy=(63,771,112,825)
listing-text: 遗失深圳市某某科技有限公司公章一枚，编号4403000000000，特此声明作废。遗失某某贸易有限公司营业执照正本，统一社会信用代码91440300MA5XXXXXXX，声明作废。遗失某某个人身份证，证号4403XXXXXXXXXXXXXX，特此声明。 xyxy=(171,346,220,400)
classified-listing xyxy=(279,405,329,462)
listing-text: 遗失深圳市某某科技有限公司公章一枚，编号4403000000000，特此声明作废。遗失某某贸易有限公司营业执照正本，统一社会信用代码91440300MA5XXXXXXX，声明作废。遗失某某个人身份证，证号4403XXXXXXXXXXXXXX，特此声明。 xyxy=(225,287,273,341)
classified-listing xyxy=(279,222,329,285)
column-divider xyxy=(194,46,195,176)
listing-text: 遗失深圳市某某科技有限公司公章一枚，编号4403000000000，特此声明作废。遗失某某贸易有限公司营业执照正本，统一社会信用代码91440300MA5XXXXXXX，声明作废。遗失某某个人身份证，证号4403XXXXXXXXXXXXXX，特此声明。 xyxy=(440,529,488,583)
brand-phone: 热线电话：020-87388888 xyxy=(22,211,90,217)
listing-text: 遗失深圳市某某科技有限公司公章一枚，编号4403000000000，特此声明作废。遗失某某贸易有限公司营业执照正本，统一社会信用代码91440300MA5XXXXXXX，声明作废。遗失某某个人身份证，证号4403XXXXXXXXXXXXXX，特此声明。 xyxy=(225,712,273,766)
page-number: B06 xyxy=(454,4,494,18)
listing-text: 遗失深圳市某某科技有限公司公章一枚，编号4403000000000，特此声明作废。遗失某某贸易有限公司营业执照正本，统一社会信用代码91440300MA5XXXXXXX，声明作废。遗失某某个人身份证，证号4403XXXXXXXXXXXXXX，特此声明。 xyxy=(440,470,488,524)
listing-text: 遗失深圳市某某科技有限公司公章一枚，编号4403000000000，特此声明作废。遗失某某贸易有限公司营业执照正本，统一社会信用代码91440300MA5XXXXXXX，声明作废。遗失某某个人身份证，证号4403XXXXXXXXXXXXXX，特此声明。 xyxy=(63,228,112,282)
classified-listing xyxy=(279,464,329,527)
listing-heading: 遗失声明 xyxy=(118,222,168,227)
listing-text: 遗失深圳市某某科技有限公司公章一枚，编号4403000000000，特此声明作废。遗失某某贸易有限公司营业执照正本，统一社会信用代码91440300MA5XXXXXXX，声明作废。遗失某某个人身份证，证号4403XXXXXXXXXXXXXX，特此声明。 xyxy=(117,346,166,400)
listing-text: 遗失深圳市某某科技有限公司公章一枚，编号4403000000000，特此声明作废。遗失某某贸易有限公司营业执照正本，统一社会信用代码91440300MA5XXXXXXX，声明作废。遗失某某个人身份证，证号4403XXXXXXXXXXXXXX，特此声明。 xyxy=(332,470,381,524)
